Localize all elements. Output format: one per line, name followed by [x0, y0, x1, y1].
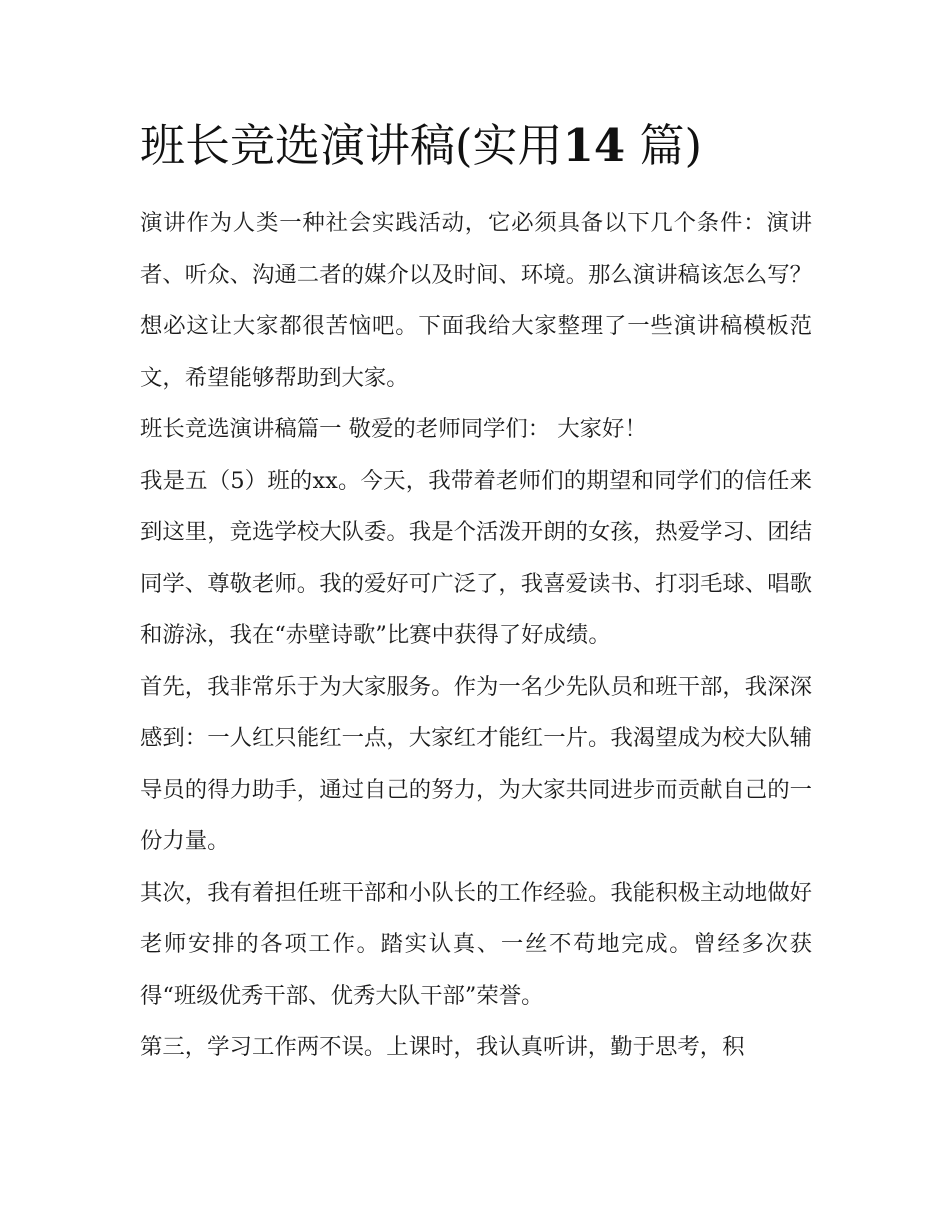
- speech-heading-paragraph: 班长竞选演讲稿篇一 敬爱的老师同学们： 大家好！: [140, 416, 647, 442]
- first-point-paragraph: 首先，我非常乐于为大家服务。作为一名少先队员和班干部，我深深感到：一人红只能红一点，大家红才能红一片。我渴望成为校大队辅导员的得力助手，通过自己的努力，为大家共同进步而贡献自己的一份力量。: [140, 673, 812, 854]
- document-title: [140, 114, 812, 178]
- title-suffix: 篇): [639, 119, 703, 172]
- title-number: 14: [562, 119, 626, 172]
- self-introduction-paragraph: 我是五（5）班的xx。今天，我带着老师们的期望和同学们的信任来到这里，竞选学校大队委。我是个活泼开朗的女孩，热爱学习、团结同学、尊敬老师。我的爱好可广泛了，我喜爱读书、打羽毛球、唱歌和游泳，我在“赤壁诗歌”比赛中获得了好成绩。: [140, 467, 812, 648]
- document-body: [140, 114, 812, 1074]
- intro-paragraph: 演讲作为人类一种社会实践活动，它必须具备以下几个条件：演讲者、听众、沟通二者的媒介以及时间、环境。那么演讲稿该怎么写？想必这让大家都很苦恼吧。下面我给大家整理了一些演讲稿模板范文，希望能够帮助到大家。: [140, 210, 812, 391]
- title-prefix: 班长竞选演讲稿(实用: [140, 119, 563, 172]
- second-point-paragraph: 其次，我有着担任班干部和小队长的工作经验。我能积极主动地做好老师安排的各项工作。踏实认真、一丝不苟地完成。曾经多次获得“班级优秀干部、优秀大队干部”荣誉。: [140, 879, 812, 1009]
- third-point-paragraph: 第三，学习工作两不误。上课时，我认真听讲，勤于思考，积: [140, 1034, 745, 1060]
